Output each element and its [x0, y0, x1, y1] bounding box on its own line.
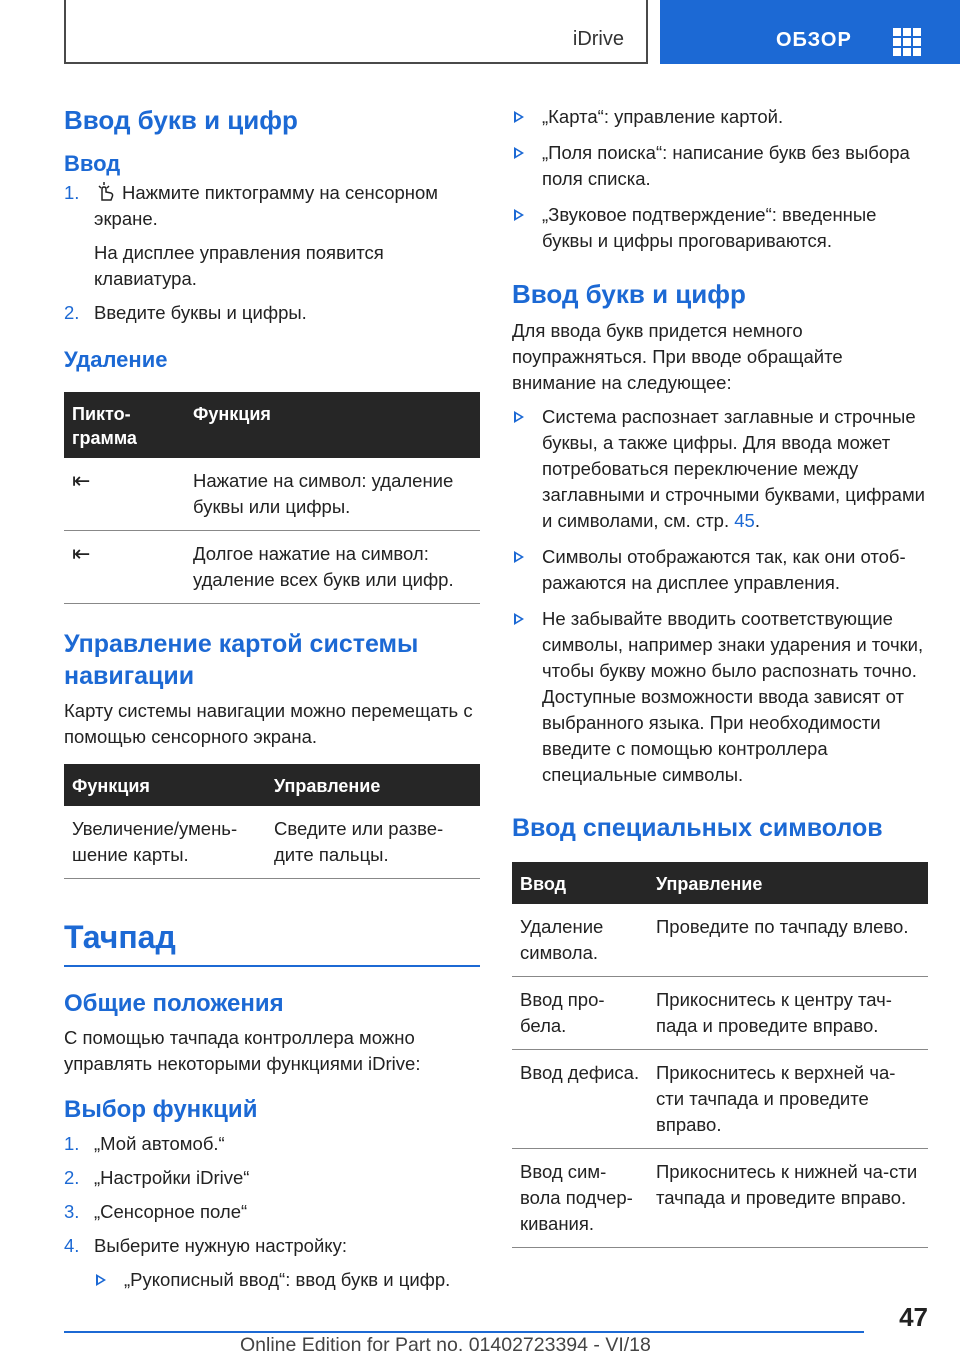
list-item: [512, 140, 928, 192]
list-item: [64, 1233, 480, 1259]
bullet-triangle-icon: [96, 1274, 106, 1286]
bullet-triangle-icon: [514, 613, 524, 625]
list-item: [64, 180, 480, 292]
edition-note: Online Edition for Part no. 01402723394 - VI/18: [240, 1334, 651, 1356]
table-cell: Ввод дефиса.: [512, 1050, 648, 1149]
list-item: [64, 1199, 480, 1225]
section-heading-map: Управление картой системы навигации: [64, 630, 419, 690]
backspace-icon: ⇤: [72, 541, 91, 566]
input-steps: [64, 180, 480, 326]
bullet-triangle-icon: [514, 111, 524, 123]
select-steps: [64, 1131, 480, 1259]
table-cell: Увеличение/умень-шение карты.: [64, 806, 266, 879]
step-number: 1.: [64, 182, 80, 203]
list-item: [64, 1165, 480, 1191]
input-bullets: [512, 404, 928, 788]
table-cell: Ввод про-бела.: [512, 977, 648, 1050]
menu-grid-icon: [893, 28, 921, 56]
table-cell: Нажатие на символ: удаление буквы или цифры.: [185, 458, 480, 531]
bullet-text: „Карта“: управление картой.: [542, 106, 784, 127]
touch-finger-icon: [94, 181, 116, 201]
mode-bullets: [512, 104, 928, 254]
step-number: 2.: [64, 302, 80, 323]
table-row: [512, 977, 928, 1050]
map-table: [64, 764, 480, 879]
step-text: Выберите нужную настройку:: [94, 1235, 347, 1256]
special-table: [512, 862, 928, 1248]
list-item: [512, 544, 928, 596]
bullet-triangle-icon: [514, 551, 524, 563]
step-text: „Мой автомоб.“: [94, 1133, 225, 1154]
step-text: „Сенсорное поле“: [94, 1201, 248, 1222]
step-text: Нажмите пиктограмму на сенсорном экране.: [94, 182, 438, 229]
left-column: [64, 96, 480, 1293]
general-text: С помощью тачпада контроллера можно управлять некоторыми функциями iDrive:: [64, 1027, 421, 1074]
bullet-text: Не забывайте вводить соответствующие символы, например знаки ударения и точки, чтобы букву можно было распознать точно. Доступные возможности ввода зависят от выбранного языка. При необходимости введите с помощью контроллера специальные символы.: [542, 608, 924, 785]
bullet-text: Система распознает заглавные и строчные буквы, а также цифры. Для ввода может потребоваться переключение между заглавными и строчными буквами, цифрами и символами, см. стр.: [542, 406, 925, 531]
step-text: Введите буквы и цифры.: [94, 302, 307, 323]
column-header: Управление: [266, 764, 480, 806]
step-text: „Настройки iDrive“: [94, 1167, 250, 1188]
column-header: Ввод: [512, 862, 648, 904]
right-column: [512, 96, 928, 1248]
column-header: Пикто-грамма: [64, 392, 185, 458]
table-cell: Прикоснитесь к верхней ча-сти тачпада и проведите вправо.: [648, 1050, 928, 1149]
list-item: [512, 404, 928, 534]
column-header: Управление: [648, 862, 928, 904]
step-number: 3.: [64, 1201, 80, 1222]
subheading-select: Выбор функций: [64, 1096, 258, 1123]
pictogram-cell: [64, 458, 185, 531]
bullet-triangle-icon: [514, 411, 524, 423]
table-cell: Проведите по тачпаду влево.: [648, 904, 928, 977]
section-title: iDrive: [572, 28, 624, 50]
page-number: 47: [899, 1302, 928, 1332]
step-number: 1.: [64, 1133, 80, 1154]
section-heading-letters: Ввод букв и цифр: [512, 279, 746, 309]
bullet-text: „Поля поиска“: написание букв без выбора поля списка.: [542, 142, 910, 189]
bullet-triangle-icon: [514, 147, 524, 159]
table-cell: Ввод сим-вола подчер-кивания.: [512, 1149, 648, 1248]
input-intro: Для ввода букв придется немного поупражняться. При вводе обращайте внимание на следующее:: [512, 320, 843, 393]
bullet-text: Символы отображаются так, как они отоб-ражаются на дисплее управления.: [542, 546, 906, 593]
table-cell: Удаление символа.: [512, 904, 648, 977]
table-cell: Прикоснитесь к центру тач-пада и проведите вправо.: [648, 977, 928, 1050]
table-row: [64, 806, 480, 879]
backspace-icon: ⇤: [72, 468, 91, 493]
subheading-input: Ввод: [64, 151, 121, 176]
column-header: Функция: [64, 764, 266, 806]
step-number: 2.: [64, 1167, 80, 1188]
step-note: На дисплее управления появится клавиатура.: [94, 242, 384, 289]
table-row: [512, 1050, 928, 1149]
subheading-delete: Удаление: [64, 347, 168, 372]
footer-rule: [64, 1331, 864, 1333]
header-frame: [64, 0, 648, 64]
bullet-text: „Рукописный ввод“: ввод букв и цифр.: [124, 1269, 451, 1290]
section-heading-input: Ввод букв и цифр: [64, 105, 298, 135]
overview-tab-label: ОБЗОР: [776, 29, 852, 51]
list-item: [64, 1267, 480, 1293]
table-cell: Долгое нажатие на символ: удаление всех букв или цифр.: [185, 531, 480, 604]
table-row: [64, 458, 480, 531]
pictogram-cell: [64, 531, 185, 604]
section-heading-special: Ввод специальных символов: [512, 814, 883, 842]
bullet-tail: .: [754, 510, 760, 531]
list-item: [512, 202, 928, 254]
list-item: [512, 606, 928, 788]
table-row: [512, 904, 928, 977]
page-link[interactable]: 45: [734, 510, 755, 531]
map-text: Карту системы навигации можно перемещать с помощью сенсорного экрана.: [64, 700, 473, 747]
table-row: [64, 531, 480, 604]
list-item: [64, 300, 480, 326]
subheading-general: Общие положения: [64, 990, 284, 1017]
column-header: Функция: [185, 392, 480, 458]
select-bullets: [64, 1267, 480, 1293]
bullet-triangle-icon: [514, 209, 524, 221]
list-item: [64, 1131, 480, 1157]
bullet-text: „Звуковое подтверждение“: введенные буквы и цифры проговариваются.: [542, 204, 877, 251]
table-cell: Сведите или разве-дите пальцы.: [266, 806, 480, 879]
delete-table: [64, 392, 480, 604]
table-cell: Прикоснитесь к нижней ча-сти тачпада и проведите вправо.: [648, 1149, 928, 1248]
chapter-title-touchpad: Тачпад: [64, 917, 480, 967]
list-item: [512, 104, 928, 130]
step-number: 4.: [64, 1235, 80, 1256]
overview-tab[interactable]: [660, 0, 960, 64]
table-row: [512, 1149, 928, 1248]
